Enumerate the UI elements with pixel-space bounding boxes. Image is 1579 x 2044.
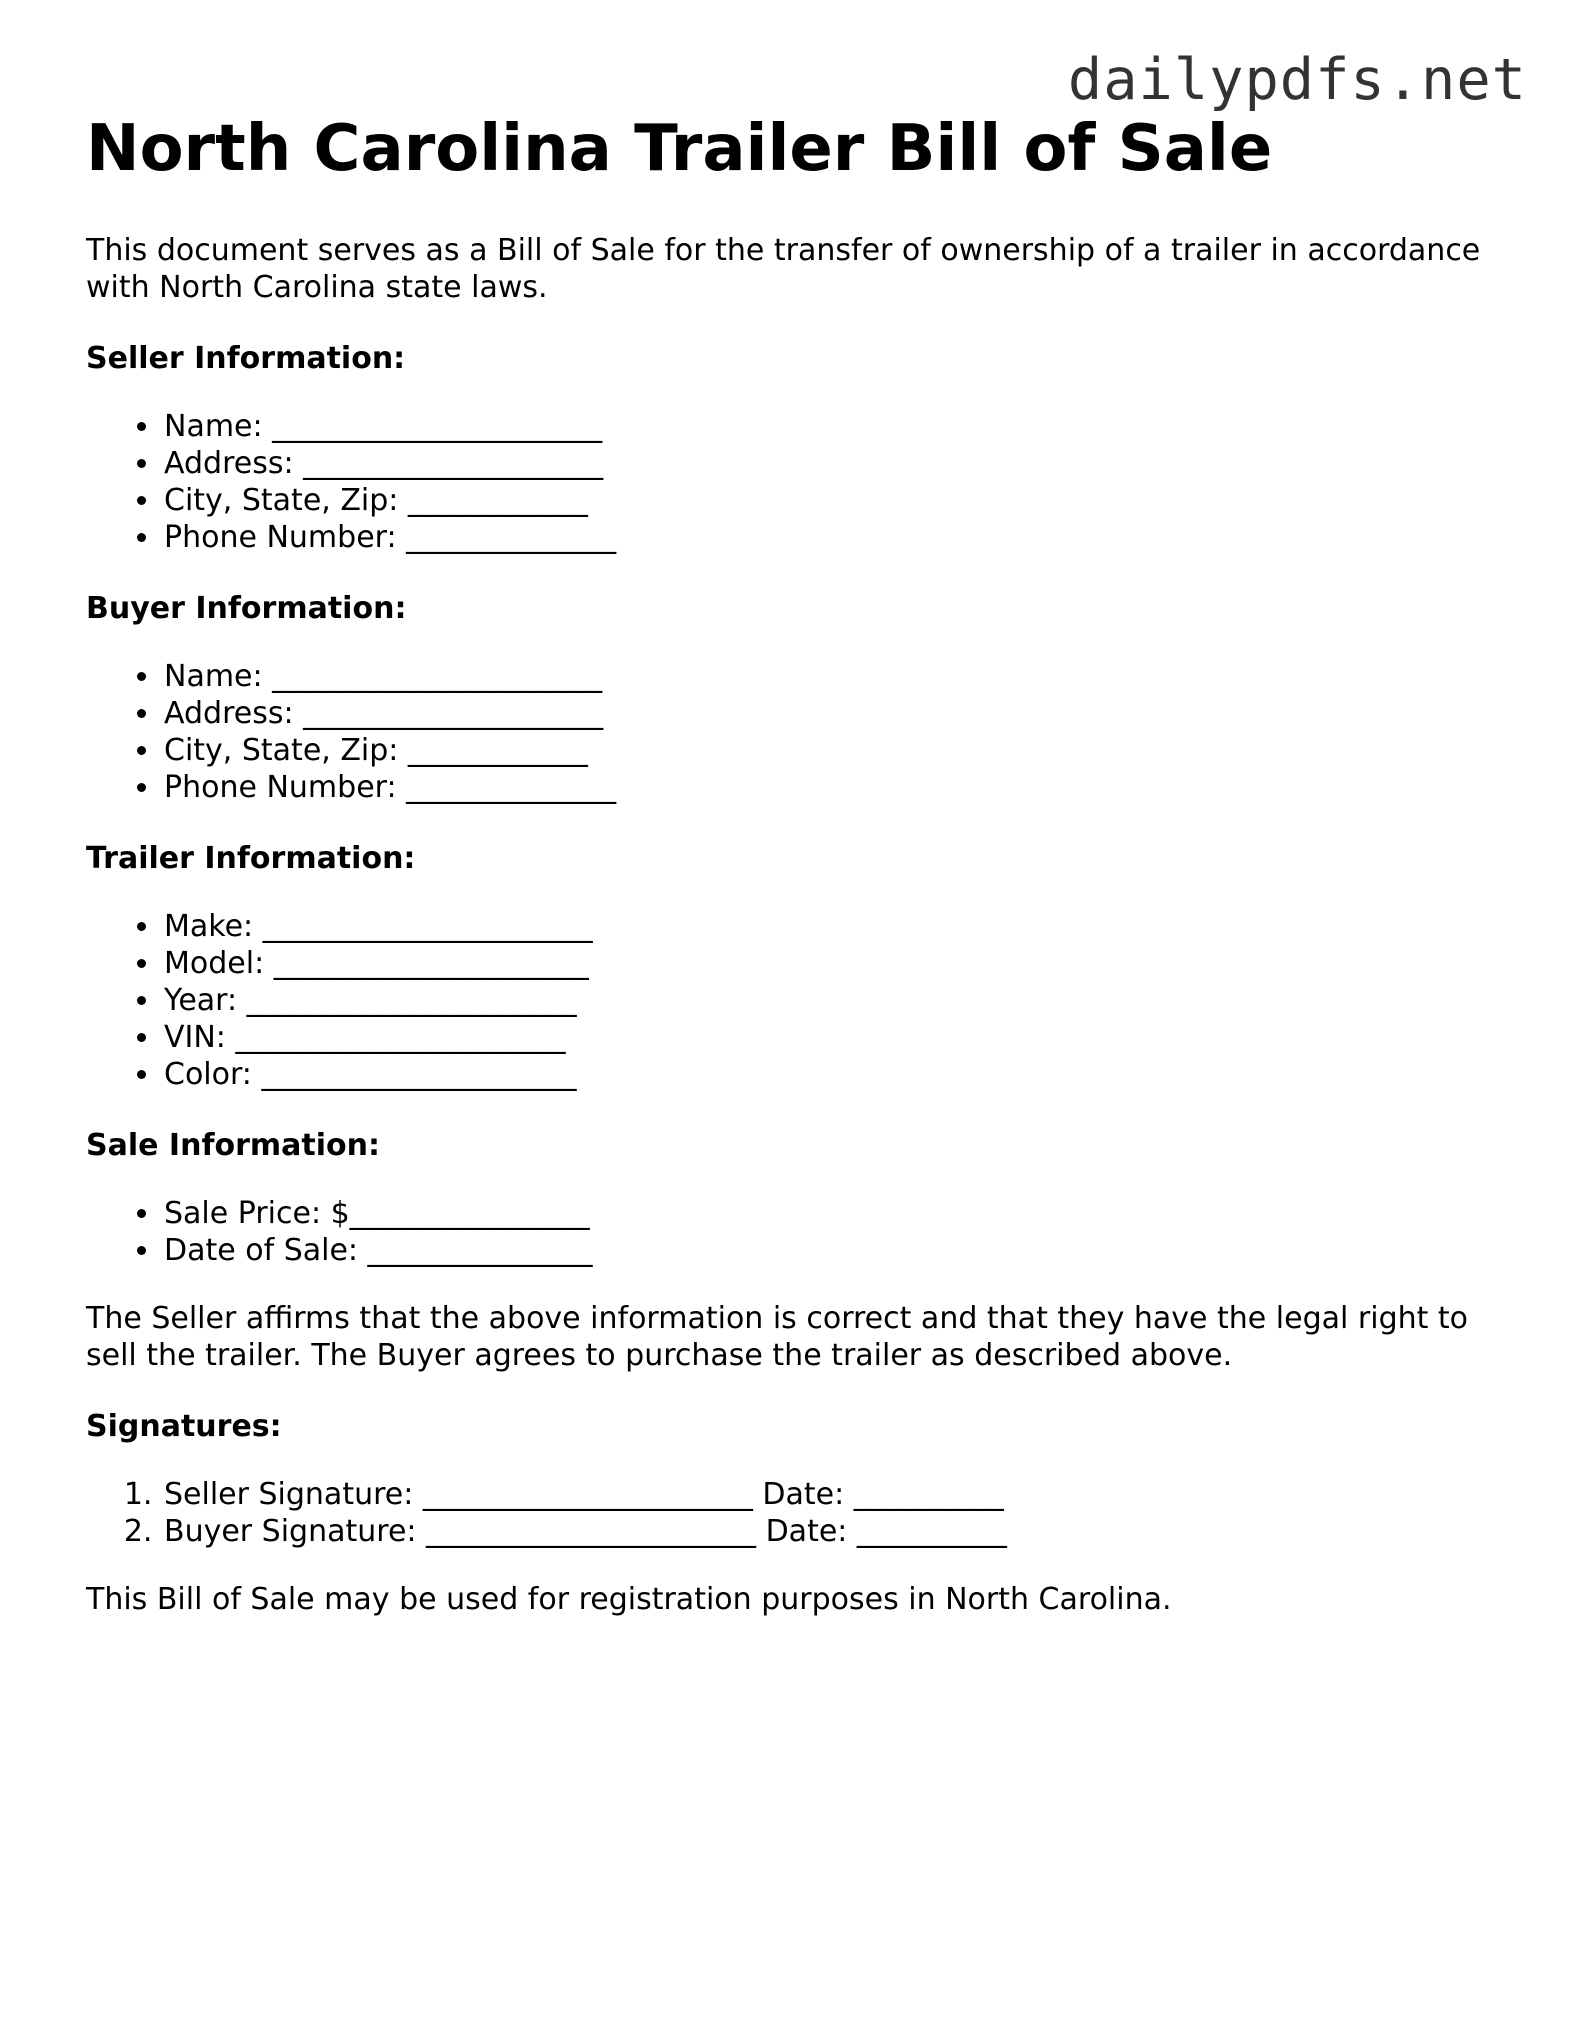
buyer-address-field: • Address: ____________________ <box>162 695 1506 732</box>
trailer-model-field: • Model: _____________________ <box>162 945 1506 982</box>
buyer-phone-field: • Phone Number: ______________ <box>162 769 1506 806</box>
seller-info-list <box>86 408 1506 556</box>
seller-signature-line: 1. Seller Signature: ______________________ Date: __________ <box>162 1476 1506 1513</box>
closing-paragraph: This Bill of Sale may be used for registration purposes in North Carolina. <box>86 1582 1172 1617</box>
seller-phone-field: • Phone Number: ______________ <box>162 519 1506 556</box>
trailer-section-heading: Trailer Information: <box>86 841 416 876</box>
intro-paragraph: This document serves as a Bill of Sale for the transfer of ownership of a trailer in accordance with North Carolina state laws. <box>86 233 1481 305</box>
trailer-year-field: • Year: ______________________ <box>162 982 1506 1019</box>
affirmation-paragraph: The Seller affirms that the above information is correct and that they have the legal right to sell the trailer. The Buyer agrees to purchase the trailer as described above. <box>86 1301 1469 1373</box>
document-title: North Carolina Trailer Bill of Sale <box>86 112 1273 186</box>
signatures-section-heading: Signatures: <box>86 1409 282 1444</box>
trailer-vin-field: • VIN: ______________________ <box>162 1019 1506 1056</box>
buyer-signature-line: 2. Buyer Signature: ______________________ Date: __________ <box>162 1513 1506 1550</box>
buyer-name-field: • Name: ______________________ <box>162 658 1506 695</box>
seller-city-state-zip-field: • City, State, Zip: ____________ <box>162 482 1506 519</box>
watermark: dailypdfs.net <box>1067 47 1527 113</box>
sale-date-field: • Date of Sale: _______________ <box>162 1232 1506 1269</box>
buyer-city-state-zip-field: • City, State, Zip: ____________ <box>162 732 1506 769</box>
sale-section-heading: Sale Information: <box>86 1128 380 1163</box>
document-page <box>86 112 1506 1618</box>
trailer-make-field: • Make: ______________________ <box>162 908 1506 945</box>
sale-price-field: • Sale Price: $________________ <box>162 1195 1506 1232</box>
seller-section-heading: Seller Information: <box>86 341 406 376</box>
seller-name-field: • Name: ______________________ <box>162 408 1506 445</box>
trailer-info-list <box>86 908 1506 1093</box>
buyer-info-list <box>86 658 1506 806</box>
trailer-color-field: • Color: _____________________ <box>162 1056 1506 1093</box>
signatures-list <box>86 1476 1506 1550</box>
sale-info-list <box>86 1195 1506 1269</box>
buyer-section-heading: Buyer Information: <box>86 591 407 626</box>
seller-address-field: • Address: ____________________ <box>162 445 1506 482</box>
